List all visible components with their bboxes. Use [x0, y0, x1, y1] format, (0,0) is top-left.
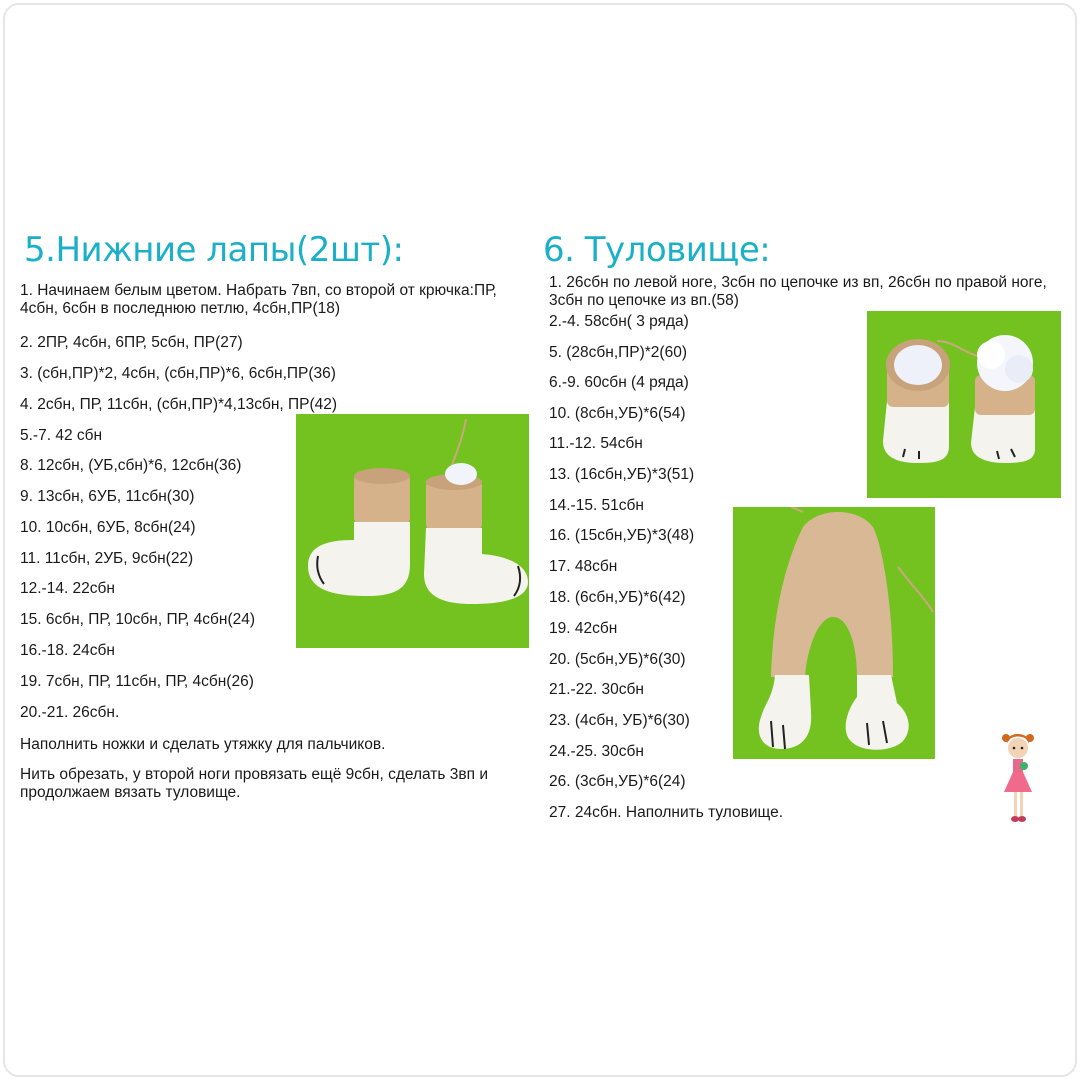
pattern-row: 23. (4сбн, УБ)*6(30) [549, 712, 690, 729]
pattern-row: 16.-18. 24сбн [20, 642, 115, 659]
section-title-body: 6. Туловище: [543, 230, 771, 270]
section-body [543, 230, 1064, 821]
pattern-row: 19. 42сбн [549, 620, 618, 637]
pattern-row: 27. 24сбн. Наполнить туловище. [549, 804, 784, 821]
pattern-row: 21.-22. 30сбн [549, 681, 644, 698]
section-lower-paws [20, 230, 540, 801]
pattern-row: 26. (3сбн,УБ)*6(24) [549, 773, 686, 790]
pattern-note: Наполнить ножки и сделать утяжку для пальчиков. [20, 736, 386, 753]
pattern-row: 17. 48сбн [549, 558, 618, 575]
pattern-row: 10. 10сбн, 6УБ, 8сбн(24) [20, 519, 196, 536]
pattern-row: 16. (15сбн,УБ)*3(48) [549, 527, 695, 544]
pattern-row: 18. (6сбн,УБ)*6(42) [549, 589, 686, 606]
pattern-note: Нить обрезать, у второй ноги провязать ещё 9сбн, сделать 3вп и продолжаем вязать туловище. [20, 766, 488, 801]
pattern-row: 2. 2ПР, 4сбн, 6ПР, 5сбн, ПР(27) [20, 334, 243, 351]
doll-logo [998, 732, 1038, 828]
pattern-row: 1. 26сбн по левой ноге, 3сбн по цепочке из вп, 26сбн по правой ноге, 3сбн по цепочке из вп.(58) [549, 274, 1047, 309]
pattern-row: 3. (сбн,ПР)*2, 4сбн, (сбн,ПР)*6, 6сбн,ПР(36) [20, 365, 336, 382]
pattern-row: 14.-15. 51сбн [549, 497, 644, 514]
pattern-row: 13. (16сбн,УБ)*3(51) [549, 466, 695, 483]
section-title-lower-paws: 5.Нижние лапы(2шт): [24, 230, 404, 270]
pattern-row: 15. 6сбн, ПР, 10сбн, ПР, 4сбн(24) [20, 611, 256, 628]
pattern-row: 9. 13сбн, 6УБ, 11сбн(30) [20, 488, 195, 505]
pattern-row: 10. (8сбн,УБ)*6(54) [549, 405, 686, 422]
pattern-row: 5. (28сбн,ПР)*2(60) [549, 344, 687, 361]
pattern-row: 19. 7сбн, ПР, 11сбн, ПР, 4сбн(26) [20, 673, 254, 690]
pattern-row: 5.-7. 42 сбн [20, 427, 103, 444]
photo-stuffed-boots [867, 311, 1061, 498]
pattern-row: 2.-4. 58сбн( 3 ряда) [549, 313, 689, 330]
pattern-row: 11.-12. 54сбн [549, 435, 643, 452]
pattern-row: 6.-9. 60сбн (4 ряда) [549, 374, 689, 391]
pattern-row: 1. Начинаем белым цветом. Набрать 7вп, со второй от крючка:ПР, 4сбн, 6сбн в последнюю петлю, 4сбн,ПР(18) [20, 282, 497, 317]
pattern-row: 4. 2сбн, ПР, 11сбн, (сбн,ПР)*4,13сбн, ПР(42) [20, 396, 338, 413]
pattern-row: 20. (5сбн,УБ)*6(30) [549, 651, 686, 668]
pattern-row: 24.-25. 30сбн [549, 743, 644, 760]
photo-paws [296, 414, 529, 648]
pattern-row: 12.-14. 22сбн [20, 580, 115, 597]
photo-legs-body [733, 507, 935, 759]
pattern-row: 20.-21. 26сбн. [20, 704, 120, 721]
pattern-row: 8. 12сбн, (УБ,сбн)*6, 12сбн(36) [20, 457, 242, 474]
pattern-row: 11. 11сбн, 2УБ, 9сбн(22) [20, 550, 194, 567]
